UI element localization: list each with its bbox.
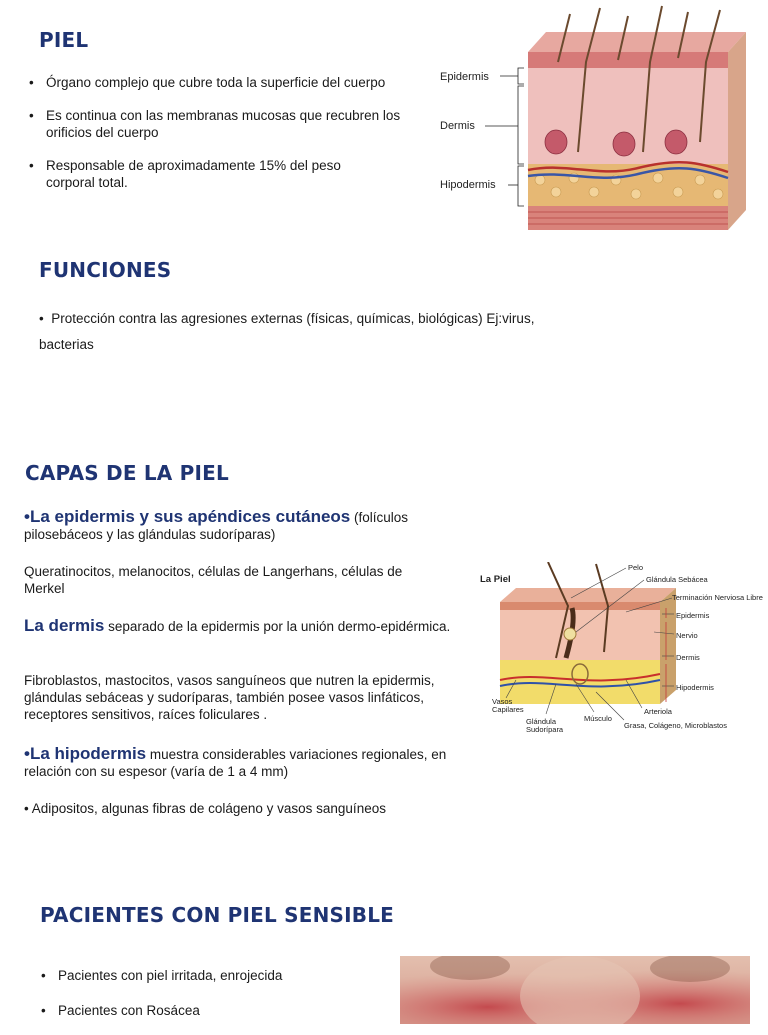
capas-hipodermis-lead: •La hipodermis — [24, 744, 147, 763]
fig2-hipodermis-label: Hipodermis — [676, 683, 714, 692]
fig2-vasos-label-2: Capilares — [492, 705, 524, 714]
fig2-top — [500, 588, 676, 602]
capas-dermis-cells: Fibroblastos, mastocitos, vasos sanguíneos que nutren la epidermis, glándulas sebáceas y sudoríparas, también posee vasos linfáticos, receptores sensitivos, raíces foliculares . — [24, 673, 435, 722]
capas-dermis-lead: La dermis — [24, 616, 105, 635]
fig2-glandula-sebacea-label: Glándula Sebácea — [646, 575, 708, 584]
pacientes-title: PACIENTES CON PIEL SENSIBLE — [40, 903, 395, 927]
fig1-hipodermis-label: Hipodermis — [440, 179, 496, 191]
pacientes-bullet-2: • Pacientes con Rosácea — [41, 1002, 371, 1019]
funciones-continuation: bacterias — [39, 337, 94, 352]
funciones-bullet: • Protección contra las agresiones externas (físicas, químicas, biológicas) Ej:virus, — [39, 311, 535, 326]
piel-bullet-1: • Órgano complejo que cubre toda la superficie del cuerpo — [29, 74, 409, 91]
fig2-dermis — [500, 610, 660, 660]
capas-hipodermis-paragraph — [24, 745, 469, 780]
piel-bullet-3: • Responsable de aproximadamente 15% del peso corporal total. — [29, 157, 346, 191]
skin-side-face — [728, 32, 746, 230]
piel-title: PIEL — [39, 28, 89, 52]
rosacea-face-photo — [400, 956, 750, 1024]
fig2-glandula-sudoripara-label-2: Sudorípara — [526, 725, 564, 734]
capas-epidermis-rest: (folículos pilosebáceos y las glándulas sudoríparas) — [24, 510, 409, 542]
funciones-bullet-text: Protección contra las agresiones externas (físicas, químicas, biológicas) Ej:virus, — [51, 311, 535, 326]
capas-epidermis-cells: Queratinocitos, melanocitos, células de Langerhans, células de Merkel — [24, 564, 403, 596]
fig1-epidermis-label: Epidermis — [440, 71, 489, 83]
fig2-title: La Piel — [480, 574, 511, 585]
fig2-vasos-label-1: Vasos — [492, 697, 513, 706]
fig2-terminacion-label: Terminación Nerviosa Libre — [672, 593, 763, 602]
fig2-pelo-label: Pelo — [628, 563, 644, 572]
fig2-arteriola-label: Arteriola — [644, 707, 672, 716]
fig2-dermis-label: Dermis — [676, 653, 700, 662]
capas-epidermis-lead: •La epidermis y sus apéndices cutáneos — [24, 507, 351, 526]
capas-title: CAPAS DE LA PIEL — [25, 461, 229, 485]
capas-dermis-paragraph — [24, 617, 464, 635]
fig2-side — [660, 588, 676, 704]
capas-hipodermis-rest: muestra considerables variaciones regionales, en relación con su espesor (varía de 1 a 4 mm) — [24, 747, 447, 779]
capas-hipodermis-cells: • Adipositos, algunas fibras de colágeno y vasos sanguíneos — [24, 801, 386, 816]
fig2-nervio-label: Nervio — [676, 631, 698, 640]
pacientes-bullet-1: • Pacientes con piel irritada, enrojecida — [41, 967, 371, 984]
fig2-epidermis-label: Epidermis — [676, 611, 710, 620]
pacientes-bullet-list — [41, 967, 371, 1035]
fig1-dermis-label: Dermis — [440, 120, 475, 132]
fig2-grasa-label: Grasa, Colágeno, Microblastos — [624, 721, 727, 730]
skin-layers-illustration — [438, 2, 768, 232]
piel-bullet-2: • Es continua con las membranas mucosas que recubren los orificios del cuerpo — [29, 107, 409, 141]
fig2-musculo-label: Músculo — [584, 714, 612, 723]
piel-bullet-list — [29, 74, 409, 207]
la-piel-diagram — [476, 562, 766, 742]
fig2-glandula-sudoripara-label-1: Glándula — [526, 717, 557, 726]
funciones-title: FUNCIONES — [39, 258, 172, 282]
capas-epidermis-paragraph — [24, 508, 464, 543]
capas-dermis-rest: separado de la epidermis por la unión dermo-epidérmica. — [104, 619, 451, 634]
